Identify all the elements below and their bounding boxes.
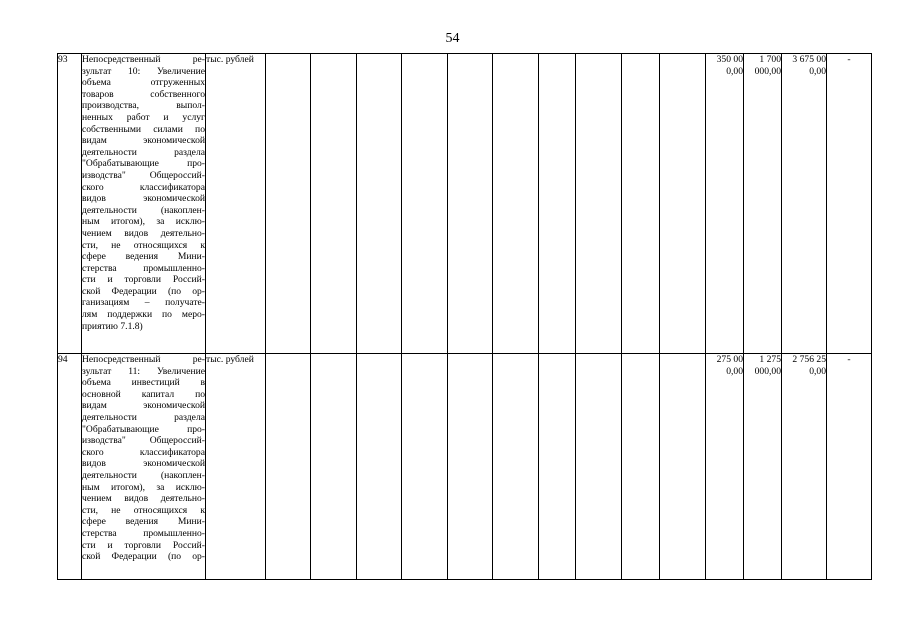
dash-cell: - (827, 54, 872, 354)
empty-cell (660, 54, 706, 354)
description-line: ского классификатора (82, 181, 205, 193)
value-line: 0,00 (726, 65, 743, 77)
description-line: "Обрабатывающие про- (82, 423, 205, 435)
empty-cell (311, 354, 357, 580)
empty-cell (266, 354, 311, 580)
value-line: 1 700 (759, 54, 781, 65)
empty-cell (311, 54, 357, 354)
dash-cell: - (827, 354, 872, 580)
description-line: ным итогом), за исклю- (82, 216, 205, 228)
description-line: товаров собственного (82, 88, 205, 100)
empty-cell (622, 54, 660, 354)
description-line: чением видов деятельно- (82, 227, 205, 239)
description-line: Непосредственный ре- (82, 54, 205, 65)
description-line: видов экономической (82, 193, 205, 205)
description-line: ненных работ и услуг (82, 111, 205, 123)
empty-cell (539, 54, 576, 354)
description-line: деятельности (накоплен- (82, 204, 205, 216)
value-line: 1 275 (759, 354, 781, 365)
description-line: собственными силами по (82, 123, 205, 135)
description-line: ганизациям – получате- (82, 297, 205, 309)
description-line: стерства промышленно- (82, 527, 205, 539)
description-line: сти и торговли Россий- (82, 274, 205, 286)
description-line: видам экономической (82, 400, 205, 412)
row-description (82, 54, 206, 354)
description-line: ского классификатора (82, 446, 205, 458)
description-line: сти, не относящихся к (82, 239, 205, 251)
description-line: видов экономической (82, 458, 205, 470)
empty-cell (402, 54, 448, 354)
empty-cell (357, 54, 402, 354)
value-cell-1 (706, 54, 744, 354)
value-cell-2 (744, 54, 782, 354)
description-line: приятию 7.1.8) (82, 320, 143, 332)
description-line: чением видов деятельно- (82, 493, 205, 505)
row-description (82, 354, 206, 580)
description-line: сти, не относящихся к (82, 504, 205, 516)
empty-cell (660, 354, 706, 580)
value-cell-3 (782, 354, 827, 580)
empty-cell (622, 354, 660, 580)
description-line: ным итогом), за исклю- (82, 481, 205, 493)
value-line: 000,00 (754, 365, 781, 377)
value-cell-1 (706, 354, 744, 580)
description-line: производства, выпол- (82, 100, 205, 112)
value-cell-3 (782, 54, 827, 354)
description-line: ской Федерации (по ор- (82, 285, 205, 297)
value-line: 275 00 (716, 354, 743, 365)
empty-cell (266, 54, 311, 354)
description-line: сфере ведения Мини- (82, 251, 205, 263)
value-line: 0,00 (809, 65, 826, 77)
value-line: 2 756 25 (792, 354, 826, 365)
page-number: 54 (445, 31, 460, 46)
budget-table (57, 53, 872, 580)
row-unit: тыс. рублей (206, 54, 266, 354)
description-line: зультат 10: Увеличение (82, 65, 205, 77)
description-line: сти и торговли Россий- (82, 539, 205, 551)
empty-cell (576, 54, 622, 354)
empty-cell (576, 354, 622, 580)
empty-cell (357, 354, 402, 580)
description-line: основной капитал по (82, 388, 205, 400)
description-line: деятельности раздела (82, 411, 205, 423)
description-line: зультат 11: Увеличение (82, 365, 205, 377)
description-line: ской Федерации (по ор- (82, 551, 205, 563)
row-number: 94 (58, 354, 82, 580)
row-number: 93 (58, 54, 82, 354)
empty-cell (493, 54, 539, 354)
value-line: 0,00 (809, 365, 826, 377)
description-line: стерства промышленно- (82, 262, 205, 274)
value-line: 000,00 (754, 65, 781, 77)
value-line: 0,00 (726, 365, 743, 377)
description-line: Непосредственный ре- (82, 354, 205, 365)
description-line: деятельности раздела (82, 146, 205, 158)
description-line: изводства" Общероссий- (82, 169, 205, 181)
value-line: 350 00 (716, 54, 743, 65)
description-line: видам экономической (82, 135, 205, 147)
empty-cell (539, 354, 576, 580)
description-line: изводства" Общероссий- (82, 435, 205, 447)
empty-cell (448, 54, 493, 354)
empty-cell (402, 354, 448, 580)
empty-cell (448, 354, 493, 580)
description-line: объема инвестиций в (82, 377, 205, 389)
description-line: объема отгруженных (82, 77, 205, 89)
empty-cell (493, 354, 539, 580)
table-row (58, 354, 872, 580)
description-line: "Обрабатывающие про- (82, 158, 205, 170)
description-line: лям поддержки по меро- (82, 309, 205, 321)
description-line: сфере ведения Мини- (82, 516, 205, 528)
value-line: 3 675 00 (792, 54, 826, 65)
value-cell-2 (744, 354, 782, 580)
row-unit: тыс. рублей (206, 354, 266, 580)
description-line: деятельности (накоплен- (82, 469, 205, 481)
table-row (58, 54, 872, 354)
